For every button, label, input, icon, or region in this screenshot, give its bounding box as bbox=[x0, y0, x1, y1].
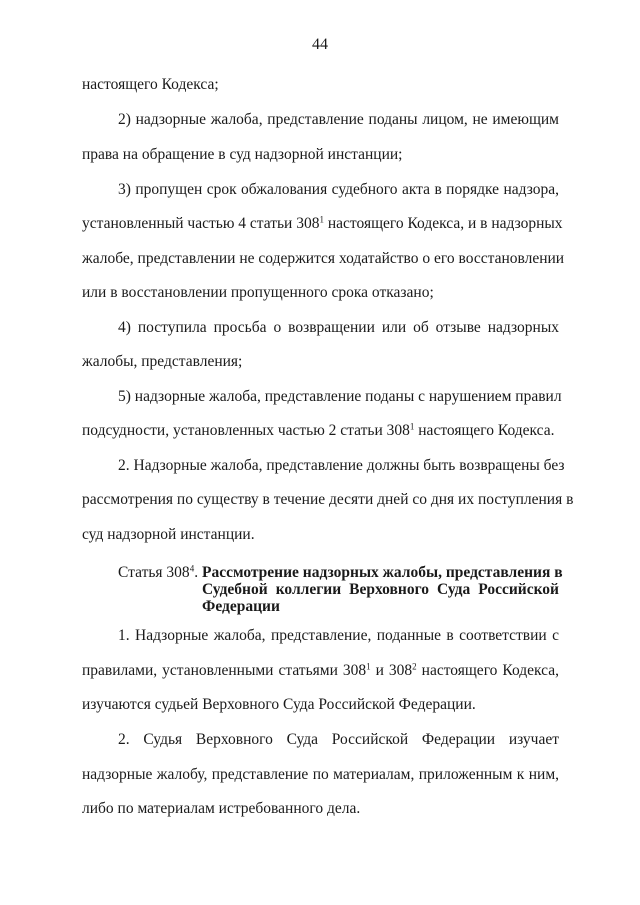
article-title-line: Рассмотрение надзорных жалобы, представления в bbox=[202, 564, 563, 581]
page-number: 44 bbox=[312, 36, 328, 53]
article-title bbox=[202, 564, 563, 615]
paragraph-line: надзорные жалобу, представление по материалам, приложенным к ним, bbox=[82, 766, 559, 783]
paragraph-line: 2) надзорные жалоба, представление поданы лицом, не имеющим bbox=[118, 111, 559, 128]
paragraph-line: установленный частью 4 статьи $308^1$ настоящего Кодекса, и в надзорных bbox=[82, 214, 563, 232]
paragraph-line: 2. Судья Верховного Суда Российской Федерации изучает bbox=[118, 731, 559, 748]
paragraph-line: 2. Надзорные жалоба, представление должны быть возвращены без bbox=[118, 457, 565, 474]
paragraph-line: 5) надзорные жалоба, представление поданы с нарушением правил bbox=[118, 388, 562, 405]
paragraph-line: жалобы, представления; bbox=[82, 353, 243, 370]
paragraph-line: жалобе, представлении не содержится ходатайство о его восстановлении bbox=[82, 250, 565, 267]
article-title-line: Федерации bbox=[202, 598, 280, 615]
paragraph-line: подсудности, установленных частью 2 статьи $308^1$ настоящего Кодекса. bbox=[82, 421, 555, 439]
paragraph-line: 1. Надзорные жалоба, представление, поданные в соответствии с bbox=[118, 627, 559, 644]
paragraph-line: изучаются судьей Верховного Суда Российской Федерации. bbox=[82, 696, 476, 713]
paragraph-line: 4) поступила просьба о возвращении или об отзыве надзорных bbox=[118, 319, 559, 336]
paragraph-line: настоящего Кодекса; bbox=[82, 76, 219, 93]
paragraph-line: либо по материалам истребованного дела. bbox=[82, 800, 361, 817]
paragraph-line: или в восстановлении пропущенного срока отказано; bbox=[82, 284, 434, 301]
paragraph-line: правилами, установленными статьями $308^1$ и $308^2$ настоящего Кодекса, bbox=[82, 661, 560, 679]
paragraph-line: суд надзорной инстанции. bbox=[82, 526, 255, 543]
article-title-line: Судебной коллегии Верховного Суда Российской bbox=[202, 581, 559, 598]
paragraph-line: рассмотрения по существу в течение десяти дней со дня их поступления в bbox=[82, 491, 574, 508]
paragraph-line: права на обращение в суд надзорной инстанции; bbox=[82, 146, 403, 163]
paragraph-line: 3) пропущен срок обжалования судебного акта в порядке надзора, bbox=[118, 181, 559, 198]
article-number: Статья $308^4$. bbox=[118, 563, 199, 581]
